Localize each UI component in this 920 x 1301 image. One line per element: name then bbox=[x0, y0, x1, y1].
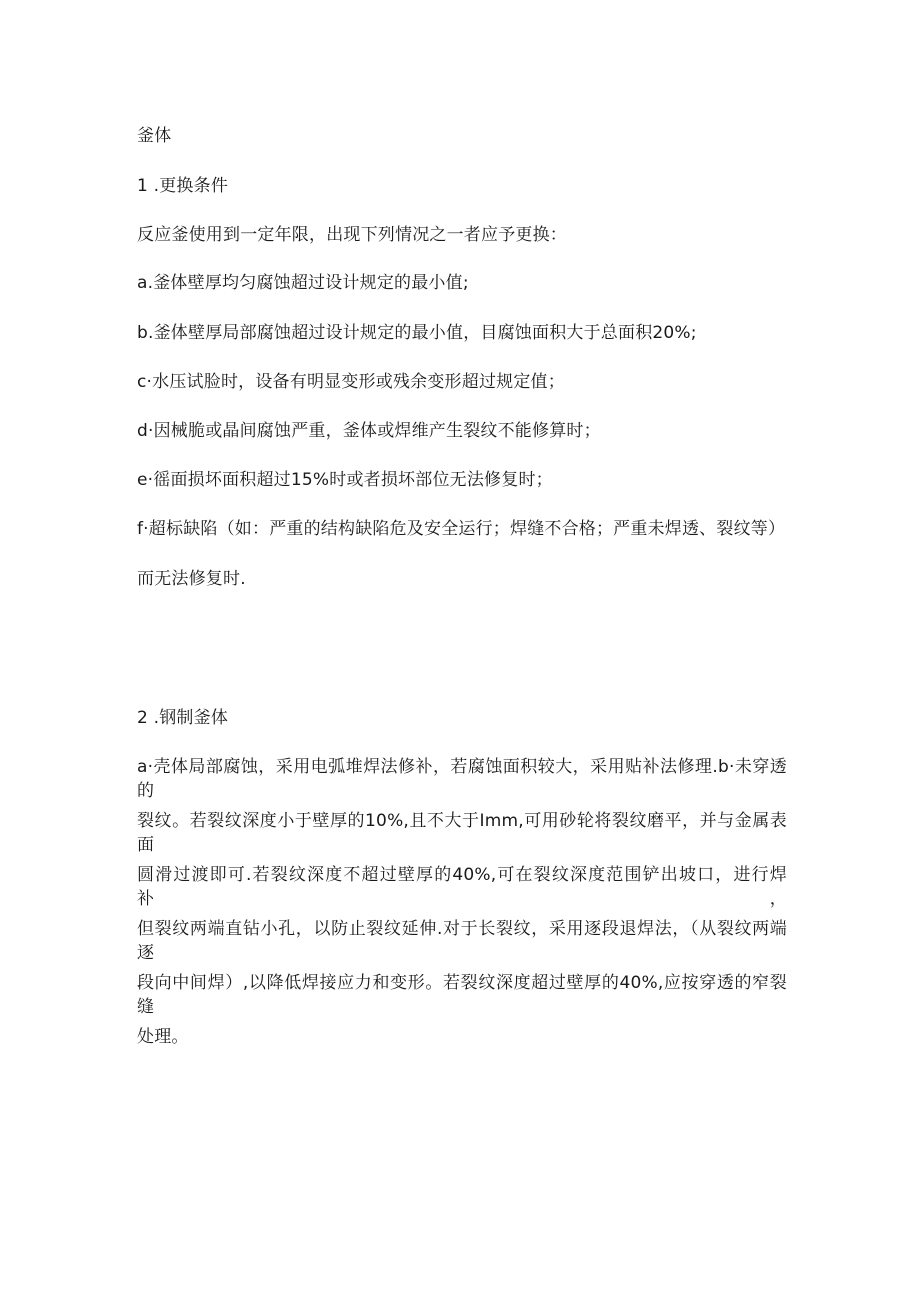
condition-item-e: e·徭面损坏面积超过15%时或者损坏部位无法修复时； bbox=[137, 470, 553, 490]
section-2-heading: 2 .钢制釜体 bbox=[137, 708, 229, 728]
paragraph-line: 但裂纹两端直钻小孔，以防止裂纹延伸.对于长裂纹，采用逐段退焊法，（从裂纹两端逐 bbox=[137, 919, 787, 963]
section-2-paragraph bbox=[137, 755, 787, 1079]
paragraph-line: 裂纹。若裂纹深度小于壁厚的10%,且不大于Imm,可用砂轮将裂纹磨平，并与金属表面 bbox=[137, 811, 787, 855]
document-title: 釜体 bbox=[137, 126, 172, 146]
paragraph-line: a·壳体局部腐蚀，采用电弧堆焊法修补，若腐蚀面积较大，采用贴补法修理.b·未穿透的 bbox=[137, 757, 787, 801]
paragraph-line: 段向中间焊）,以降低焊接应力和变形。若裂纹深度超过壁厚的40%,应按穿透的窄裂缝 bbox=[137, 973, 787, 1017]
paragraph-line: 圆滑过渡即可.若裂纹深度不超过壁厚的40%,可在裂纹深度范围铲出坡口，进行焊补， bbox=[137, 865, 787, 909]
condition-item-c: c·水压试脸时，设备有明显变形或残余变形超过规定值； bbox=[137, 372, 565, 392]
section-1-intro: 反应釜使用到一定年限，出现下列情况之一者应予更换： bbox=[137, 225, 567, 245]
condition-item-d: d·因械脆或晶间腐蚀严重，釜体或焊维产生裂纹不能修算时； bbox=[137, 421, 601, 441]
condition-item-f-continued: 而无法修复时. bbox=[137, 569, 246, 589]
paragraph-line: 处理。 bbox=[137, 1027, 189, 1047]
condition-item-a: a.釜体壁厚均匀腐蚀超过设计规定的最小值; bbox=[137, 273, 469, 293]
section-1-heading: 1 .更换条件 bbox=[137, 176, 229, 196]
condition-item-f: f·超标缺陷（如：严重的结构缺陷危及安全运行；焊缝不合格；严重未焊透、裂纹等） bbox=[137, 519, 786, 539]
condition-item-b: b.釜体壁厚局部腐蚀超过设计规定的最小值，目腐蚀面积大于总面积20%; bbox=[137, 323, 697, 343]
